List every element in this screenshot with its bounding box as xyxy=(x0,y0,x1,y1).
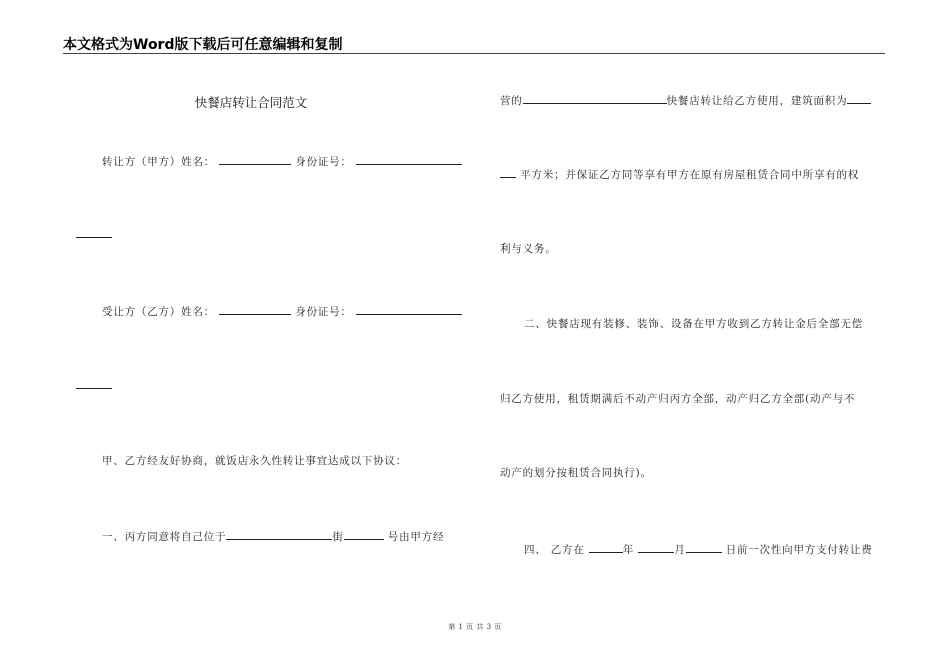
left-column xyxy=(76,60,466,620)
right-line-7 xyxy=(524,542,873,557)
party-a-line xyxy=(102,154,462,169)
right-line-1-blank xyxy=(523,93,667,104)
right-line-1-area-blank xyxy=(847,93,871,104)
right-line-6: 动产的划分按租赁合同执行)。 xyxy=(500,467,652,479)
party-a-id-label: 身份证号： xyxy=(295,156,352,168)
right-line-2-blank xyxy=(500,167,516,178)
agreement-intro: 甲、乙方经友好协商，就饭店永久性转让事宜达成以下协议： xyxy=(102,455,408,467)
right-line-7-part-a: 四、 乙方在 xyxy=(524,544,585,556)
party-b-line xyxy=(102,304,462,319)
page-footer: 第 1 页 共 3 页 xyxy=(448,623,502,631)
right-line-2-text: 平方米；并保证乙方同等享有甲方在原有房屋租赁合同中所享有的权 xyxy=(520,169,860,181)
party-a-id-blank-cont xyxy=(76,227,112,238)
clause-1-part-b: 街 xyxy=(332,531,344,543)
party-b-line-cont xyxy=(76,378,112,393)
month-blank xyxy=(638,542,674,553)
party-b-name-blank xyxy=(219,304,291,315)
party-a-name-blank xyxy=(219,154,291,165)
clause-1-location-blank xyxy=(226,529,332,540)
party-b-name-label: 受让方（乙方）姓名： xyxy=(102,306,215,318)
party-a-name-label: 转让方（甲方）姓名： xyxy=(102,156,215,168)
right-line-2 xyxy=(500,167,859,182)
right-line-5: 归乙方使用，租赁期满后不动产归丙方全部，动产归乙方全部(动产与不 xyxy=(500,393,856,405)
right-line-3: 利与义务。 xyxy=(500,243,557,255)
party-a-line-cont xyxy=(76,227,112,242)
party-a-id-blank xyxy=(356,154,462,165)
page-header xyxy=(63,33,885,54)
right-line-1 xyxy=(500,93,871,108)
clause-1-number-blank xyxy=(344,529,384,540)
right-line-1-part-a: 营的 xyxy=(500,95,523,107)
right-line-4: 二、快餐店现有装修、装饰、设备在甲方收到乙方转让金后全部无偿 xyxy=(524,318,863,330)
clause-1-part-c: 号由甲方经 xyxy=(387,531,445,543)
year-label: 年 xyxy=(622,544,635,556)
clause-1-line xyxy=(102,529,444,544)
header-title: 本文格式为Word版下载后可任意编辑和复制 xyxy=(63,37,343,53)
year-blank xyxy=(589,542,623,553)
day-blank xyxy=(686,542,722,553)
party-b-id-blank xyxy=(356,304,462,315)
party-b-id-blank-cont xyxy=(76,378,112,389)
clause-1-part-a: 一、丙方同意将自己位于 xyxy=(102,531,227,543)
right-line-1-part-b: 快餐店转让给乙方使用，建筑面积为 xyxy=(666,95,848,107)
party-b-id-label: 身份证号： xyxy=(295,306,352,318)
document-title: 快餐店转让合同范文 xyxy=(194,95,308,110)
right-line-7-part-d: 日前一次性向甲方支付转让费 xyxy=(725,544,873,556)
month-label: 月 xyxy=(674,544,686,556)
right-column xyxy=(500,60,888,620)
